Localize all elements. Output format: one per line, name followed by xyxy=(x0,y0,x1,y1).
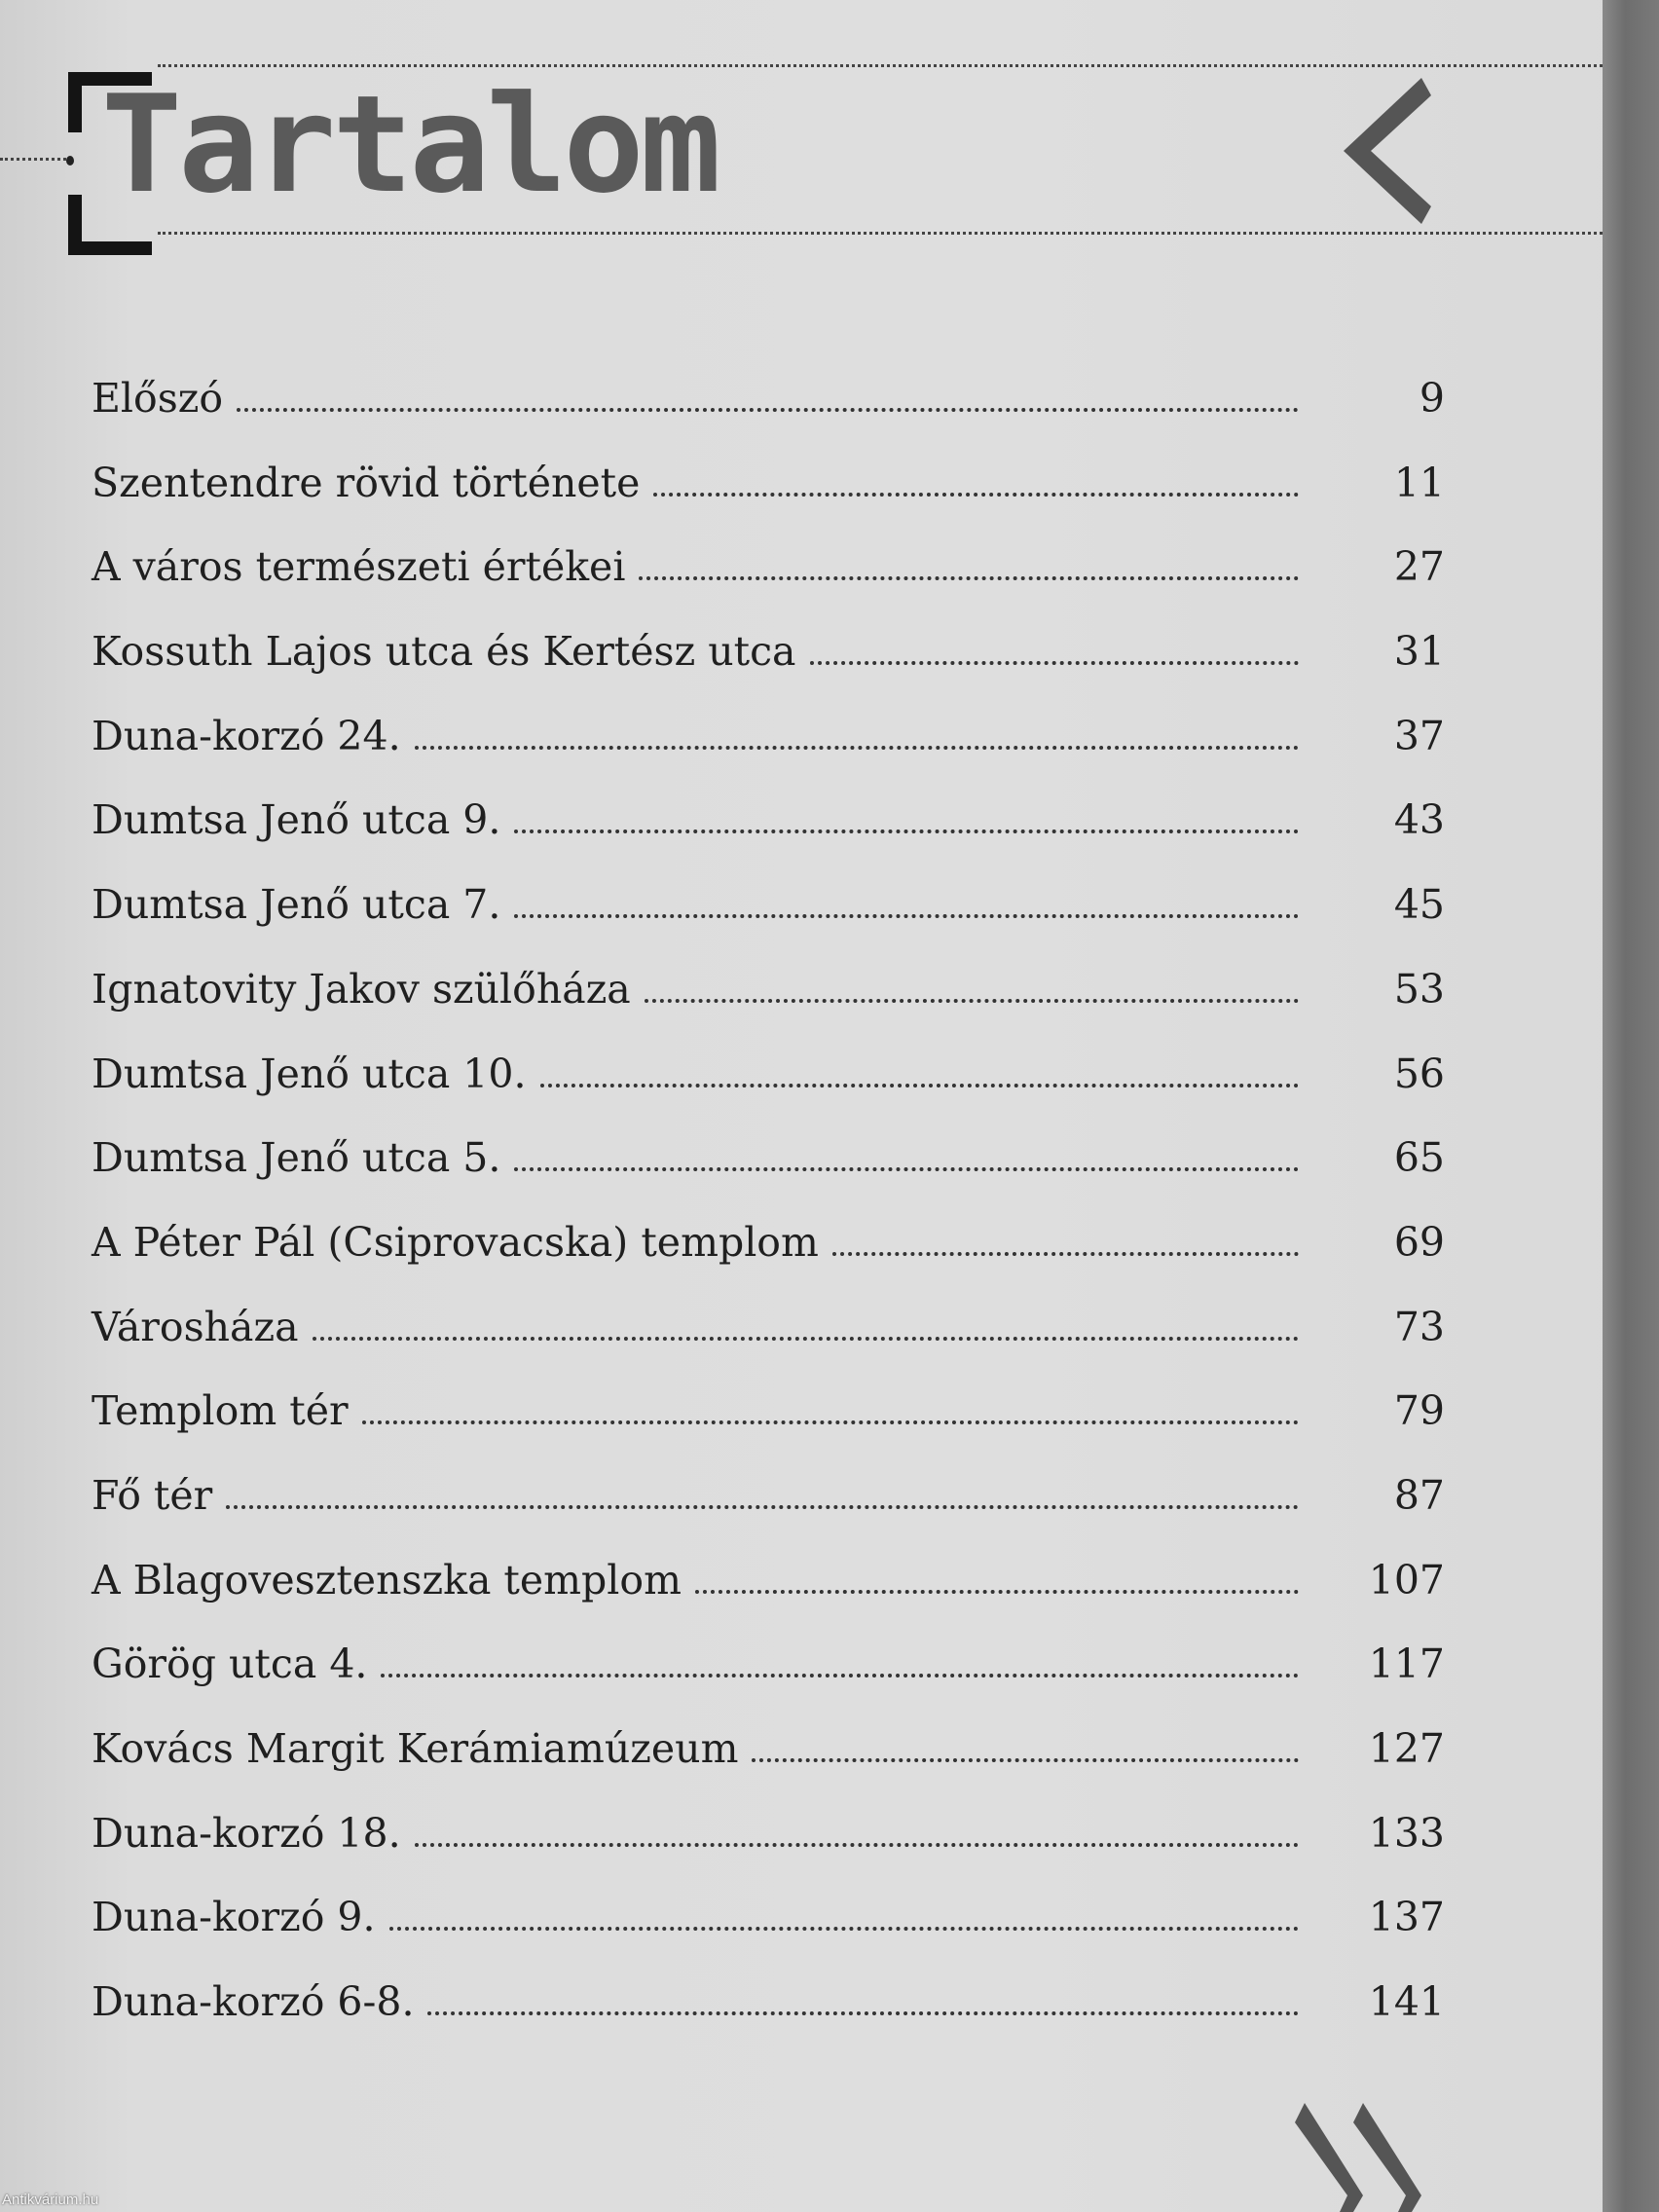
toc-entry xyxy=(92,543,1445,628)
leader-dots xyxy=(514,914,1299,918)
toc-entry-page: 73 xyxy=(1393,1303,1445,1350)
leader-dots xyxy=(415,746,1299,750)
leader-dots xyxy=(362,1420,1299,1424)
leader-dots xyxy=(237,408,1299,412)
toc-entry-page: 133 xyxy=(1368,1809,1445,1857)
toc-entry-page: 141 xyxy=(1368,1978,1445,2026)
leader-dots xyxy=(639,576,1299,580)
toc-entry-title: Duna-korzó 24. xyxy=(92,712,401,759)
toc-entry-title: A Blagovesztenszka templom xyxy=(92,1556,682,1604)
toc-entry-page: 9 xyxy=(1419,375,1445,422)
chevron-left-icon xyxy=(1334,78,1441,224)
toc-entry-title: Fő tér xyxy=(92,1471,213,1519)
toc-entry-page: 87 xyxy=(1393,1471,1445,1519)
toc-entry-page: 137 xyxy=(1368,1894,1445,1941)
toc-entry xyxy=(92,1051,1445,1135)
toc-entry-title: Dumtsa Jenő utca 9. xyxy=(92,796,501,844)
toc-entry xyxy=(92,1810,1445,1895)
leader-dots xyxy=(695,1590,1299,1594)
toc-entry xyxy=(92,1134,1445,1219)
leader-dots xyxy=(752,1758,1299,1762)
toc-entry-page: 37 xyxy=(1393,712,1445,759)
leader-dots xyxy=(514,830,1299,833)
toc-entry xyxy=(92,796,1445,881)
toc-entry-page: 107 xyxy=(1368,1556,1445,1604)
book-spine-edge xyxy=(1603,0,1659,2212)
leader-dots xyxy=(427,2011,1299,2015)
watermark: Antikvárium.hu xyxy=(2,2192,99,2208)
toc-entry xyxy=(92,1725,1445,1810)
toc-entry xyxy=(92,1894,1445,1978)
toc-entry-title: Dumtsa Jenő utca 7. xyxy=(92,881,501,929)
toc-entry-title: Dumtsa Jenő utca 10. xyxy=(92,1050,527,1097)
toc-entry-page: 11 xyxy=(1393,459,1445,506)
bottom-dotted-rule xyxy=(158,232,1603,235)
toc-entry-title: Szentendre rövid története xyxy=(92,459,641,506)
toc-entry xyxy=(92,1978,1445,2063)
toc-entry-page: 69 xyxy=(1393,1218,1445,1266)
toc-entry-page: 127 xyxy=(1368,1725,1445,1772)
page-title: Tartalom xyxy=(101,66,718,223)
toc-entry-page: 117 xyxy=(1368,1641,1445,1688)
toc-entry-title: A város természeti értékei xyxy=(92,543,626,591)
toc-entry xyxy=(92,1472,1445,1557)
leader-dots xyxy=(653,493,1299,497)
toc-entry-title: Duna-korzó 9. xyxy=(92,1894,376,1941)
leader-dots xyxy=(313,1337,1299,1341)
toc-entry-title: Kovács Margit Kerámiamúzeum xyxy=(92,1725,739,1772)
toc-entry xyxy=(92,1219,1445,1304)
leader-dots xyxy=(381,1674,1299,1677)
leader-dots xyxy=(540,1084,1300,1088)
leader-dots xyxy=(645,999,1299,1003)
toc-entry-title: Görög utca 4. xyxy=(92,1641,368,1688)
toc-entry-title: Duna-korzó 6-8. xyxy=(92,1978,415,2026)
toc-entry xyxy=(92,375,1445,460)
double-chevron-right-icon xyxy=(1295,2103,1451,2212)
toc-entry-title: Duna-korzó 18. xyxy=(92,1809,401,1857)
toc-entry-page: 43 xyxy=(1393,796,1445,844)
toc-entry-page: 65 xyxy=(1393,1134,1445,1182)
toc-entry xyxy=(92,460,1445,544)
toc-entry xyxy=(92,713,1445,797)
toc-entry-title: Előszó xyxy=(92,375,224,422)
toc-entry-title: Kossuth Lajos utca és Kertész utca xyxy=(92,628,796,676)
leader-dots xyxy=(832,1252,1299,1256)
toc-entry-title: Ignatovity Jakov szülőháza xyxy=(92,965,631,1013)
toc-entry-title: Dumtsa Jenő utca 5. xyxy=(92,1134,501,1182)
toc-entry xyxy=(92,1557,1445,1641)
toc-entry xyxy=(92,1641,1445,1725)
toc-entry-page: 79 xyxy=(1393,1387,1445,1435)
toc-entry-title: Városháza xyxy=(92,1303,299,1350)
leader-dots xyxy=(389,1927,1299,1931)
leader-dots xyxy=(514,1167,1299,1171)
lead-dotted-rule xyxy=(0,158,66,161)
toc-entry-page: 45 xyxy=(1393,881,1445,929)
leader-dots xyxy=(415,1843,1299,1847)
toc-entry-page: 27 xyxy=(1393,543,1445,591)
toc-entry-page: 56 xyxy=(1393,1050,1445,1097)
lead-dot xyxy=(66,156,74,166)
toc-entry xyxy=(92,881,1445,966)
toc-entry-page: 53 xyxy=(1393,965,1445,1013)
table-of-contents xyxy=(92,375,1445,2063)
toc-entry xyxy=(92,966,1445,1051)
toc-entry xyxy=(92,1387,1445,1472)
leader-dots xyxy=(810,661,1299,665)
toc-entry xyxy=(92,1304,1445,1388)
leader-dots xyxy=(226,1505,1299,1509)
toc-entry-page: 31 xyxy=(1393,628,1445,676)
toc-entry-title: A Péter Pál (Csiprovacska) templom xyxy=(92,1218,819,1266)
toc-entry-title: Templom tér xyxy=(92,1387,349,1435)
toc-entry xyxy=(92,628,1445,713)
